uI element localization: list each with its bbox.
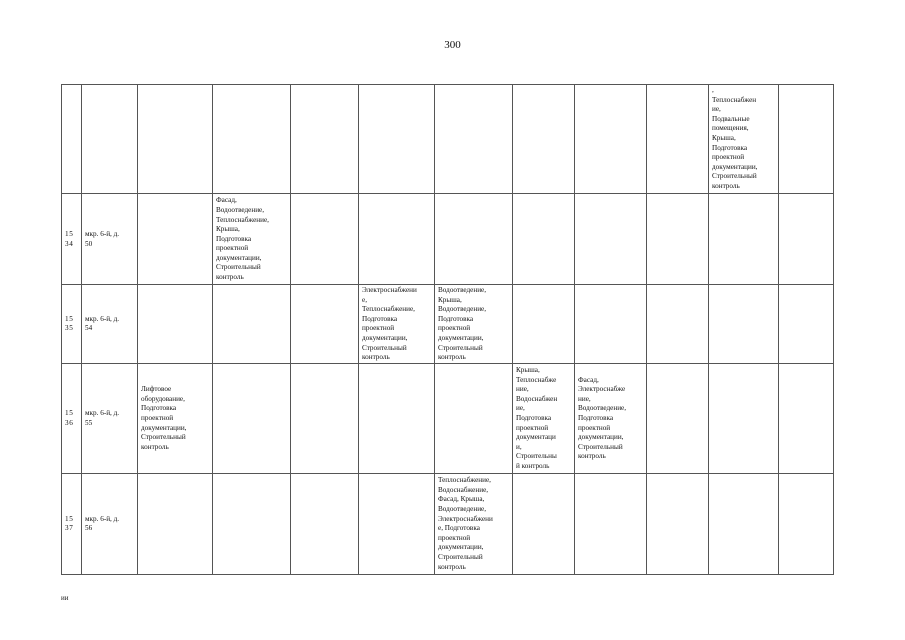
row-number-cell: 15 37 [62, 473, 82, 574]
table-cell [647, 85, 709, 194]
table-cell [575, 285, 647, 364]
table-cell: Фасад, Электроснабже ние, Водоотведение, Подготовка проектной документации, Строительный контроль [575, 363, 647, 473]
table-cell: Теплоснабжение, Водоснабжение, Фасад, Крыша, Водоотведение, Электроснабжени е, Подготовка проектной документации, Строительный контроль [435, 473, 513, 574]
table-cell [779, 285, 834, 364]
table-cell [62, 85, 82, 194]
table-cell [359, 473, 435, 574]
address-cell: мкр. 6-й, д. 55 [82, 363, 138, 473]
table-cell: Фасад, Водоотведение, Теплоснабжение, Крыша, Подготовка проектной документации, Строительный контроль [213, 194, 291, 285]
table-cell [138, 473, 213, 574]
address-cell: мкр. 6-й, д. 56 [82, 473, 138, 574]
table-cell [359, 85, 435, 194]
table-cell [291, 285, 359, 364]
table-cell: Электроснабжени е, Теплоснабжение, Подготовка проектной документации, Строительный контроль [359, 285, 435, 364]
table-cell [213, 85, 291, 194]
table-cell [291, 85, 359, 194]
table-cell [709, 194, 779, 285]
table-cell [435, 363, 513, 473]
footer-mark: ии [61, 594, 69, 602]
table-cell [291, 363, 359, 473]
table-cell [213, 285, 291, 364]
table-cell: Лифтовое оборудование, Подготовка проектной документации, Строительный контроль [138, 363, 213, 473]
table-row [62, 285, 834, 364]
table-cell [647, 285, 709, 364]
table-cell [779, 85, 834, 194]
table-cell: Крыша, Теплоснабже ние, Водоснабжен ие, Подготовка проектной документаци и, Строительны й контроль [513, 363, 575, 473]
table-cell [138, 285, 213, 364]
page-number: 300 [444, 39, 461, 51]
table-cell [709, 473, 779, 574]
row-number-cell: 15 34 [62, 194, 82, 285]
table-cell [709, 285, 779, 364]
table-cell [647, 473, 709, 574]
table-cell: Водоотведение, Крыша, Водоотведение, Подготовка проектной документации, Строительный контроль [435, 285, 513, 364]
table-cell [435, 85, 513, 194]
row-number-cell: 15 35 [62, 285, 82, 364]
table-cell [647, 194, 709, 285]
table-cell [779, 363, 834, 473]
table-cell [709, 363, 779, 473]
table-row [62, 363, 834, 473]
table-cell [513, 85, 575, 194]
table-cell [213, 363, 291, 473]
table-cell [575, 85, 647, 194]
table-cell [138, 85, 213, 194]
table-cell [138, 194, 213, 285]
table-cell [213, 473, 291, 574]
table-row [62, 473, 834, 574]
table-cell [575, 473, 647, 574]
table-cell [435, 194, 513, 285]
table-cell [513, 285, 575, 364]
table-cell [575, 194, 647, 285]
table-cell [647, 363, 709, 473]
table-cell [291, 473, 359, 574]
table-cell [359, 194, 435, 285]
table-cell [513, 473, 575, 574]
row-number-cell: 15 36 [62, 363, 82, 473]
table-cell [779, 194, 834, 285]
table-cell [359, 363, 435, 473]
table-cell [82, 85, 138, 194]
table-row [62, 194, 834, 285]
works-schedule-table [61, 84, 834, 575]
address-cell: мкр. 6-й, д. 50 [82, 194, 138, 285]
table-cell: , Теплоснабжен ие, Подвальные помещения, Крыша, Подготовка проектной документации, Строительный контроль [709, 85, 779, 194]
table-cell [513, 194, 575, 285]
table-row-continuation [62, 85, 834, 194]
address-cell: мкр. 6-й, д. 54 [82, 285, 138, 364]
table-cell [779, 473, 834, 574]
table-cell [291, 194, 359, 285]
